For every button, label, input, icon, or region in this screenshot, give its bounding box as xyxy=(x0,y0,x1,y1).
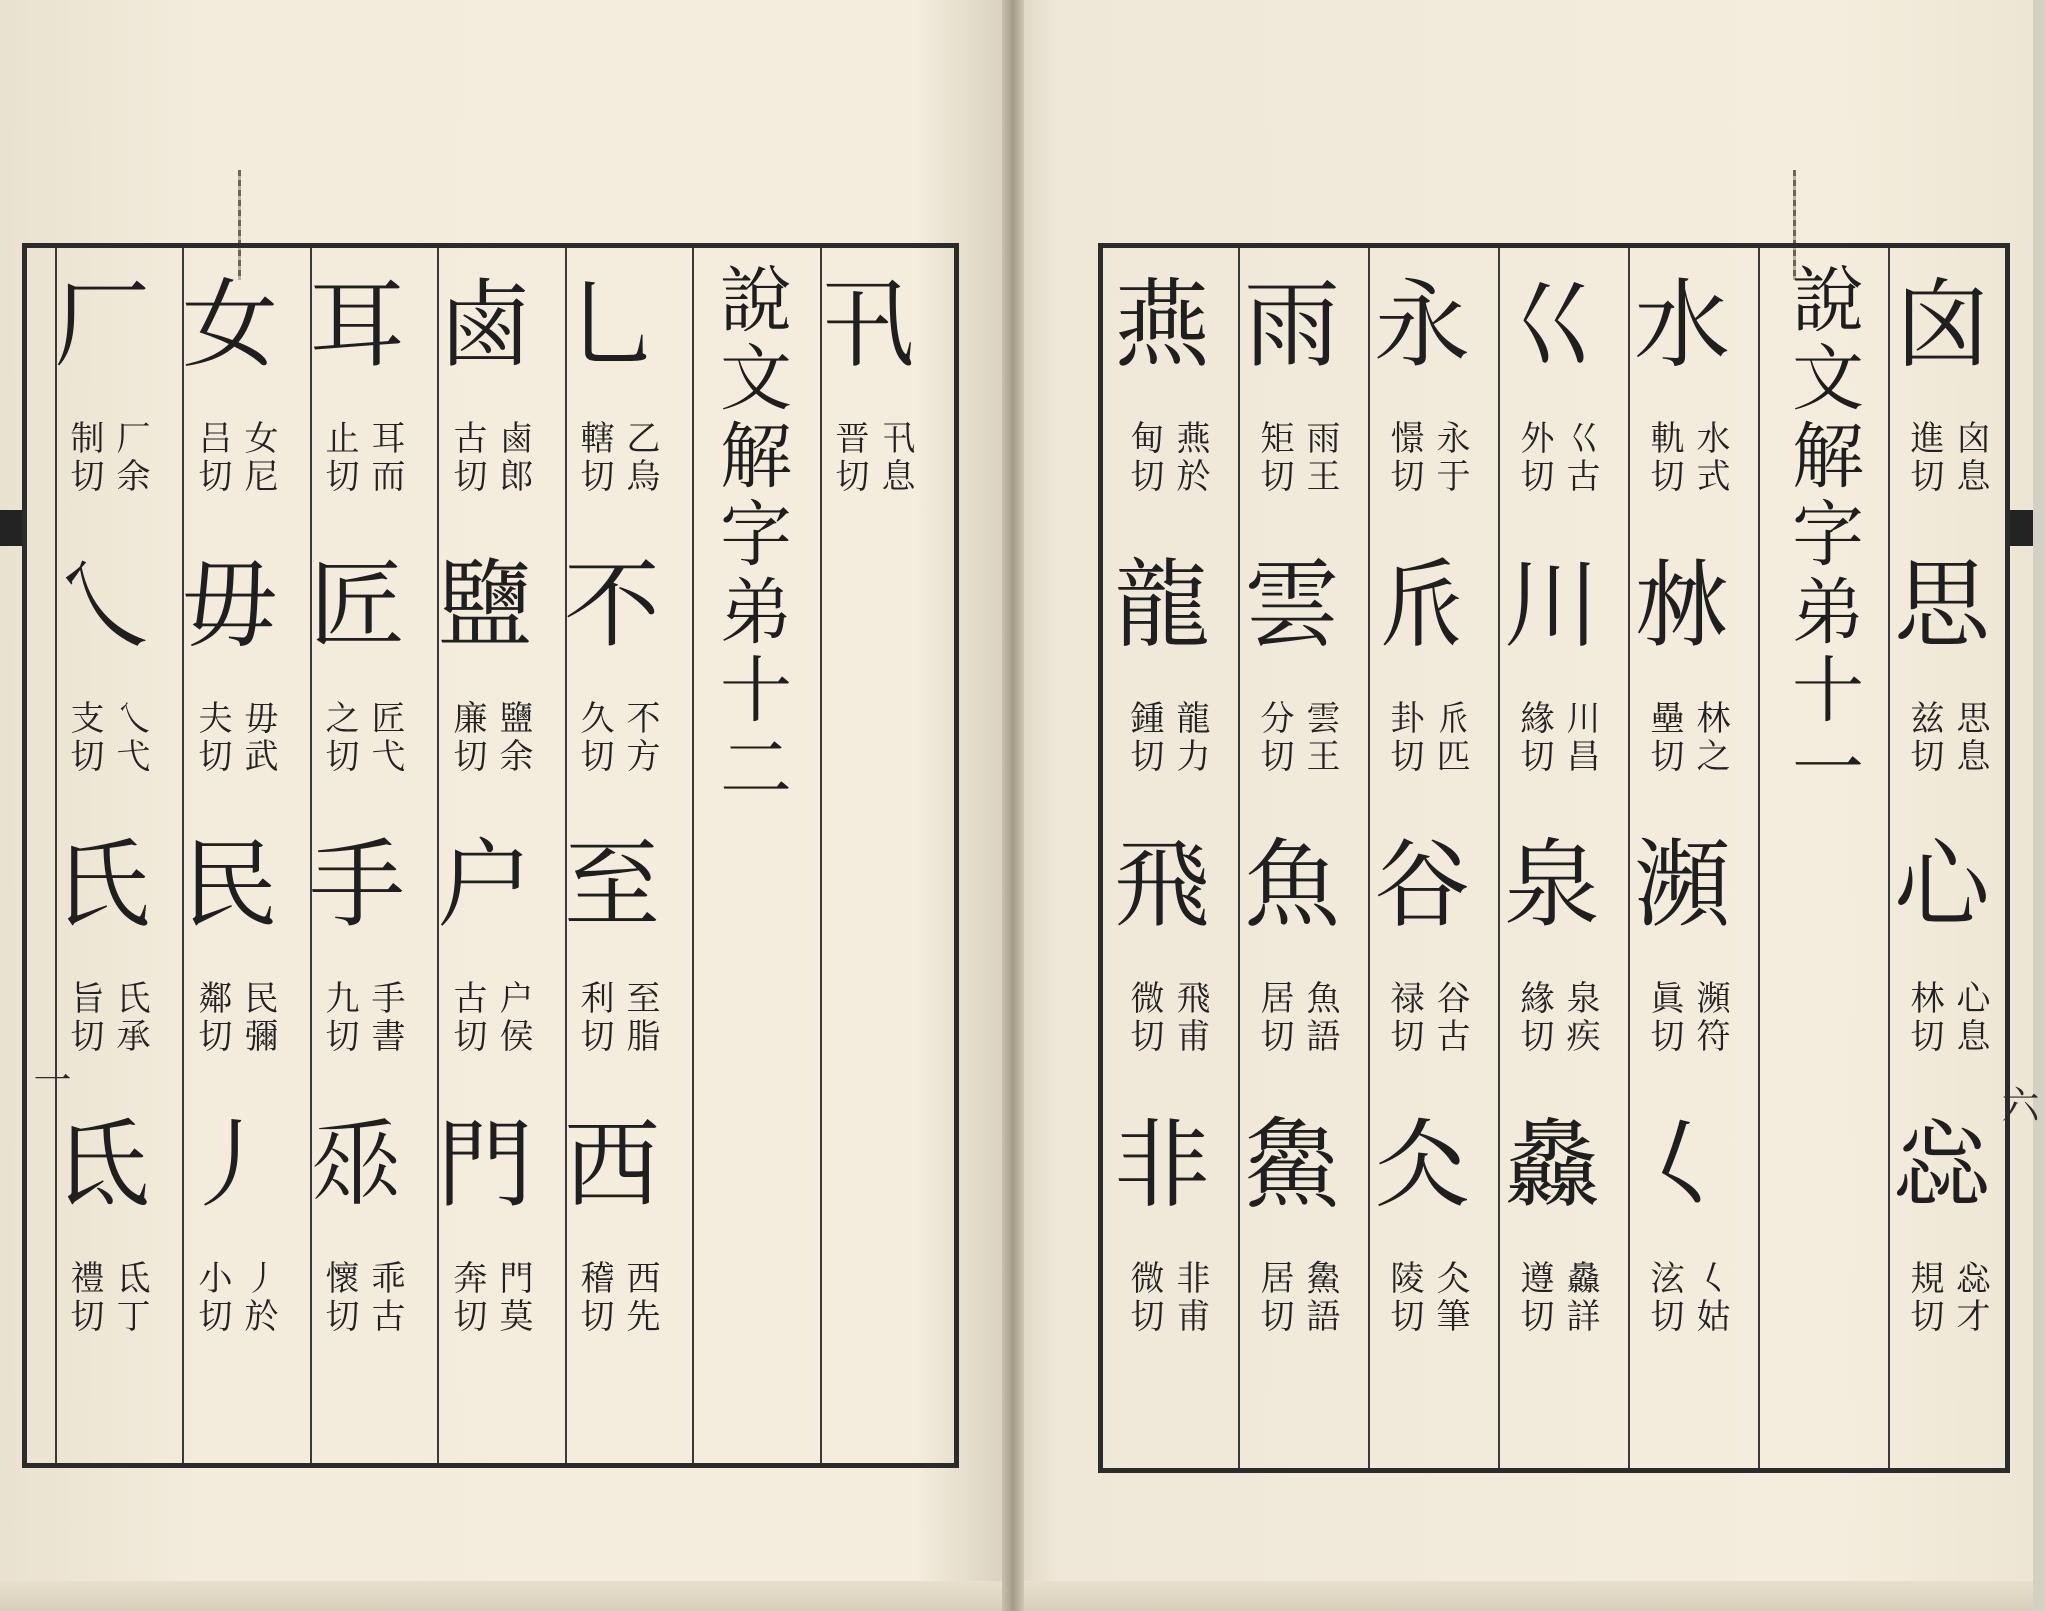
left-gloss-line: 久切 xyxy=(574,700,614,776)
left-fanqie-gloss xyxy=(560,1260,664,1460)
left-gloss-line: 之切 xyxy=(319,700,359,776)
right-gloss-line: 分切 xyxy=(1254,700,1294,776)
left-gloss-line: 鄰切 xyxy=(192,980,232,1056)
left-gloss-line: 奔切 xyxy=(447,1260,487,1336)
right-gloss-line: 微切 xyxy=(1124,980,1164,1056)
right-gloss-line: 𠂢匹 xyxy=(1430,700,1470,776)
book-spine xyxy=(1002,0,1024,1611)
left-gloss-line: 九切 xyxy=(319,980,359,1056)
right-seal-character: 飛 xyxy=(1114,829,1210,941)
right-gloss-line: 谷古 xyxy=(1430,980,1470,1056)
left-gloss-line: 不方 xyxy=(620,700,660,776)
left-gloss-line: 民彌 xyxy=(238,980,278,1056)
right-gloss-line: 居切 xyxy=(1254,1260,1294,1336)
left-gloss-line: 稽切 xyxy=(574,1260,614,1336)
left-gloss-line: 支切 xyxy=(64,700,104,776)
left-seal-character: 户 xyxy=(437,829,533,941)
left-gloss-line: 止切 xyxy=(319,420,359,496)
right-gloss-line: 外切 xyxy=(1514,420,1554,496)
right-fanqie-gloss xyxy=(1240,1260,1344,1460)
left-gloss-line: 耳而 xyxy=(365,420,405,496)
right-gloss-line: 林切 xyxy=(1904,980,1944,1056)
left-gloss-line: 卂息 xyxy=(875,420,915,496)
left-seal-character: 厂 xyxy=(54,269,150,381)
right-gloss-line: 兹切 xyxy=(1904,700,1944,776)
right-gloss-line: 鍾切 xyxy=(1124,700,1164,776)
left-seal-character: 𠂹 xyxy=(309,1109,405,1221)
left-fanqie-gloss xyxy=(178,1260,282,1460)
left-gloss-line: 匠弋 xyxy=(365,700,405,776)
right-gloss-line: 雲王 xyxy=(1300,700,1340,776)
right-gloss-line: 心息 xyxy=(1950,980,1990,1056)
column-rule xyxy=(1758,248,1760,1468)
left-gloss-line: 户侯 xyxy=(493,980,533,1056)
left-gloss-line: 女尼 xyxy=(238,420,278,496)
left-gloss-line: 手書 xyxy=(365,980,405,1056)
right-seal-character: 泉 xyxy=(1504,829,1600,941)
right-seal-character: 非 xyxy=(1114,1109,1210,1221)
right-seal-character: 巜 xyxy=(1504,269,1600,381)
right-gloss-line: 軌切 xyxy=(1644,420,1684,496)
left-gloss-line: 門莫 xyxy=(493,1260,533,1336)
left-gloss-line: 晋切 xyxy=(829,420,869,496)
right-gloss-line: 𡿨姑 xyxy=(1690,1260,1730,1336)
left-seal-character: 毋 xyxy=(182,549,278,661)
right-gloss-line: 巜古 xyxy=(1560,420,1600,496)
left-gloss-line: 旨切 xyxy=(64,980,104,1056)
right-seal-character: 水 xyxy=(1634,269,1730,381)
right-gloss-line: 水式 xyxy=(1690,420,1730,496)
right-gloss-line: 眞切 xyxy=(1644,980,1684,1056)
right-gloss-line: 甸切 xyxy=(1124,420,1164,496)
right-gloss-line: 灥詳 xyxy=(1560,1260,1600,1336)
left-gloss-line: 禮切 xyxy=(64,1260,104,1336)
right-seal-character: 𠂢 xyxy=(1374,549,1470,661)
left-fanqie-gloss xyxy=(50,1260,154,1460)
right-seal-character: 灥 xyxy=(1504,1109,1600,1221)
left-seal-character: 乚 xyxy=(564,269,660,381)
left-gloss-line: 丿於 xyxy=(238,1260,278,1336)
right-gloss-line: 卦切 xyxy=(1384,700,1424,776)
right-gloss-line: 龍力 xyxy=(1170,700,1210,776)
folio-mark-left: 一 xyxy=(27,1060,71,1098)
left-gloss-line: 古切 xyxy=(447,420,487,496)
right-gloss-line: 囟息 xyxy=(1950,420,1990,496)
left-gloss-line: 至脂 xyxy=(620,980,660,1056)
right-seal-character: 𩺰 xyxy=(1244,1109,1340,1221)
left-gloss-line: 毋武 xyxy=(238,700,278,776)
left-seal-character: 女 xyxy=(182,269,278,381)
right-gloss-line: 微切 xyxy=(1124,1260,1164,1336)
left-seal-character: 至 xyxy=(564,829,660,941)
right-gloss-line: 仌筆 xyxy=(1430,1260,1470,1336)
right-seal-character: 仌 xyxy=(1374,1109,1470,1221)
left-gloss-line: 轄切 xyxy=(574,420,614,496)
right-gloss-line: 禄切 xyxy=(1384,980,1424,1056)
left-seal-character: 匠 xyxy=(309,549,405,661)
right-gloss-line: 𩺰語 xyxy=(1300,1260,1340,1336)
right-gloss-line: 泫切 xyxy=(1644,1260,1684,1336)
right-gloss-line: 惢才 xyxy=(1950,1260,1990,1336)
left-seal-character: 耳 xyxy=(309,269,405,381)
right-gloss-line: 陵切 xyxy=(1384,1260,1424,1336)
left-gloss-line: 懷切 xyxy=(319,1260,359,1336)
right-gloss-line: 魚語 xyxy=(1300,980,1340,1056)
right-seal-character: 永 xyxy=(1374,269,1470,381)
right-gloss-line: 進切 xyxy=(1904,420,1944,496)
right-gloss-line: 壘切 xyxy=(1644,700,1684,776)
right-gloss-line: 憬切 xyxy=(1384,420,1424,496)
right-gloss-line: 川昌 xyxy=(1560,700,1600,776)
left-chapter-title: 說文解字弟十二 xyxy=(708,262,792,808)
left-gloss-line: 吕切 xyxy=(192,420,232,496)
left-gloss-line: 氐丁 xyxy=(110,1260,150,1336)
right-gloss-line: 緣切 xyxy=(1514,980,1554,1056)
right-gloss-line: 緣切 xyxy=(1514,700,1554,776)
right-seal-character: 𡿨 xyxy=(1634,1109,1730,1221)
left-seal-character: 丿 xyxy=(182,1109,278,1221)
left-gloss-line: 西先 xyxy=(620,1260,660,1336)
right-fanqie-gloss xyxy=(1500,1260,1604,1460)
left-gloss-line: 乖古 xyxy=(365,1260,405,1336)
right-gloss-line: 遵切 xyxy=(1514,1260,1554,1336)
right-gloss-line: 居切 xyxy=(1254,980,1294,1056)
right-seal-character: 惢 xyxy=(1894,1109,1990,1221)
left-seal-character: 乀 xyxy=(54,549,150,661)
left-seal-character: 鹽 xyxy=(437,549,533,661)
left-seal-character: 氐 xyxy=(54,1109,150,1221)
left-seal-character: 不 xyxy=(564,549,660,661)
right-seal-character: 魚 xyxy=(1244,829,1340,941)
right-seal-character: 川 xyxy=(1504,549,1600,661)
left-gloss-line: 氏承 xyxy=(110,980,150,1056)
left-gloss-line: 古切 xyxy=(447,980,487,1056)
left-seal-character: 門 xyxy=(437,1109,533,1221)
right-seal-character: 谷 xyxy=(1374,829,1470,941)
right-fanqie-gloss xyxy=(1630,1260,1734,1460)
left-seal-character: 卂 xyxy=(819,269,915,381)
right-seal-character: 瀕 xyxy=(1634,829,1730,941)
left-gloss-line: 鹽余 xyxy=(493,700,533,776)
right-gloss-line: 燕於 xyxy=(1170,420,1210,496)
column-rule xyxy=(692,248,694,1463)
left-gloss-line: 乀弋 xyxy=(110,700,150,776)
left-gloss-line: 小切 xyxy=(192,1260,232,1336)
left-gloss-line: 鹵郎 xyxy=(493,420,533,496)
right-gloss-line: 雨王 xyxy=(1300,420,1340,496)
right-fanqie-gloss xyxy=(1110,1260,1214,1460)
right-gloss-line: 泉疾 xyxy=(1560,980,1600,1056)
right-fanqie-gloss xyxy=(1890,1260,1994,1460)
right-gloss-line: 非甫 xyxy=(1170,1260,1210,1336)
right-gloss-line: 思息 xyxy=(1950,700,1990,776)
right-gloss-line: 飛甫 xyxy=(1170,980,1210,1056)
right-gloss-line: 瀕符 xyxy=(1690,980,1730,1056)
folio-mark-right: 六 xyxy=(1995,1085,2039,1123)
right-seal-character: 思 xyxy=(1894,549,1990,661)
binding-tab-right xyxy=(2007,510,2033,546)
right-seal-character: 雨 xyxy=(1244,269,1340,381)
left-fanqie-gloss xyxy=(433,1260,537,1460)
left-seal-character: 民 xyxy=(182,829,278,941)
right-seal-character: 燕 xyxy=(1114,269,1210,381)
right-seal-character: 雲 xyxy=(1244,549,1340,661)
left-seal-character: 西 xyxy=(564,1109,660,1221)
right-seal-character: 龍 xyxy=(1114,549,1210,661)
left-gloss-line: 乙烏 xyxy=(620,420,660,496)
right-chapter-title: 說文解字弟十一 xyxy=(1780,262,1864,808)
left-fanqie-gloss xyxy=(305,1260,409,1460)
left-seal-character: 鹵 xyxy=(437,269,533,381)
left-seal-character: 氏 xyxy=(54,829,150,941)
right-gloss-line: 矩切 xyxy=(1254,420,1294,496)
right-gloss-line: 永于 xyxy=(1430,420,1470,496)
right-seal-character: 囟 xyxy=(1894,269,1990,381)
right-seal-character: 沝 xyxy=(1634,549,1730,661)
left-gloss-line: 厂余 xyxy=(110,420,150,496)
right-fanqie-gloss xyxy=(1370,1260,1474,1460)
left-gloss-line: 利切 xyxy=(574,980,614,1056)
left-fanqie-gloss xyxy=(815,420,919,620)
right-gloss-line: 林之 xyxy=(1690,700,1730,776)
left-gloss-line: 夫切 xyxy=(192,700,232,776)
left-seal-character: 手 xyxy=(309,829,405,941)
left-gloss-line: 制切 xyxy=(64,420,104,496)
left-gloss-line: 廉切 xyxy=(447,700,487,776)
right-seal-character: 心 xyxy=(1894,829,1990,941)
right-gloss-line: 規切 xyxy=(1904,1260,1944,1336)
